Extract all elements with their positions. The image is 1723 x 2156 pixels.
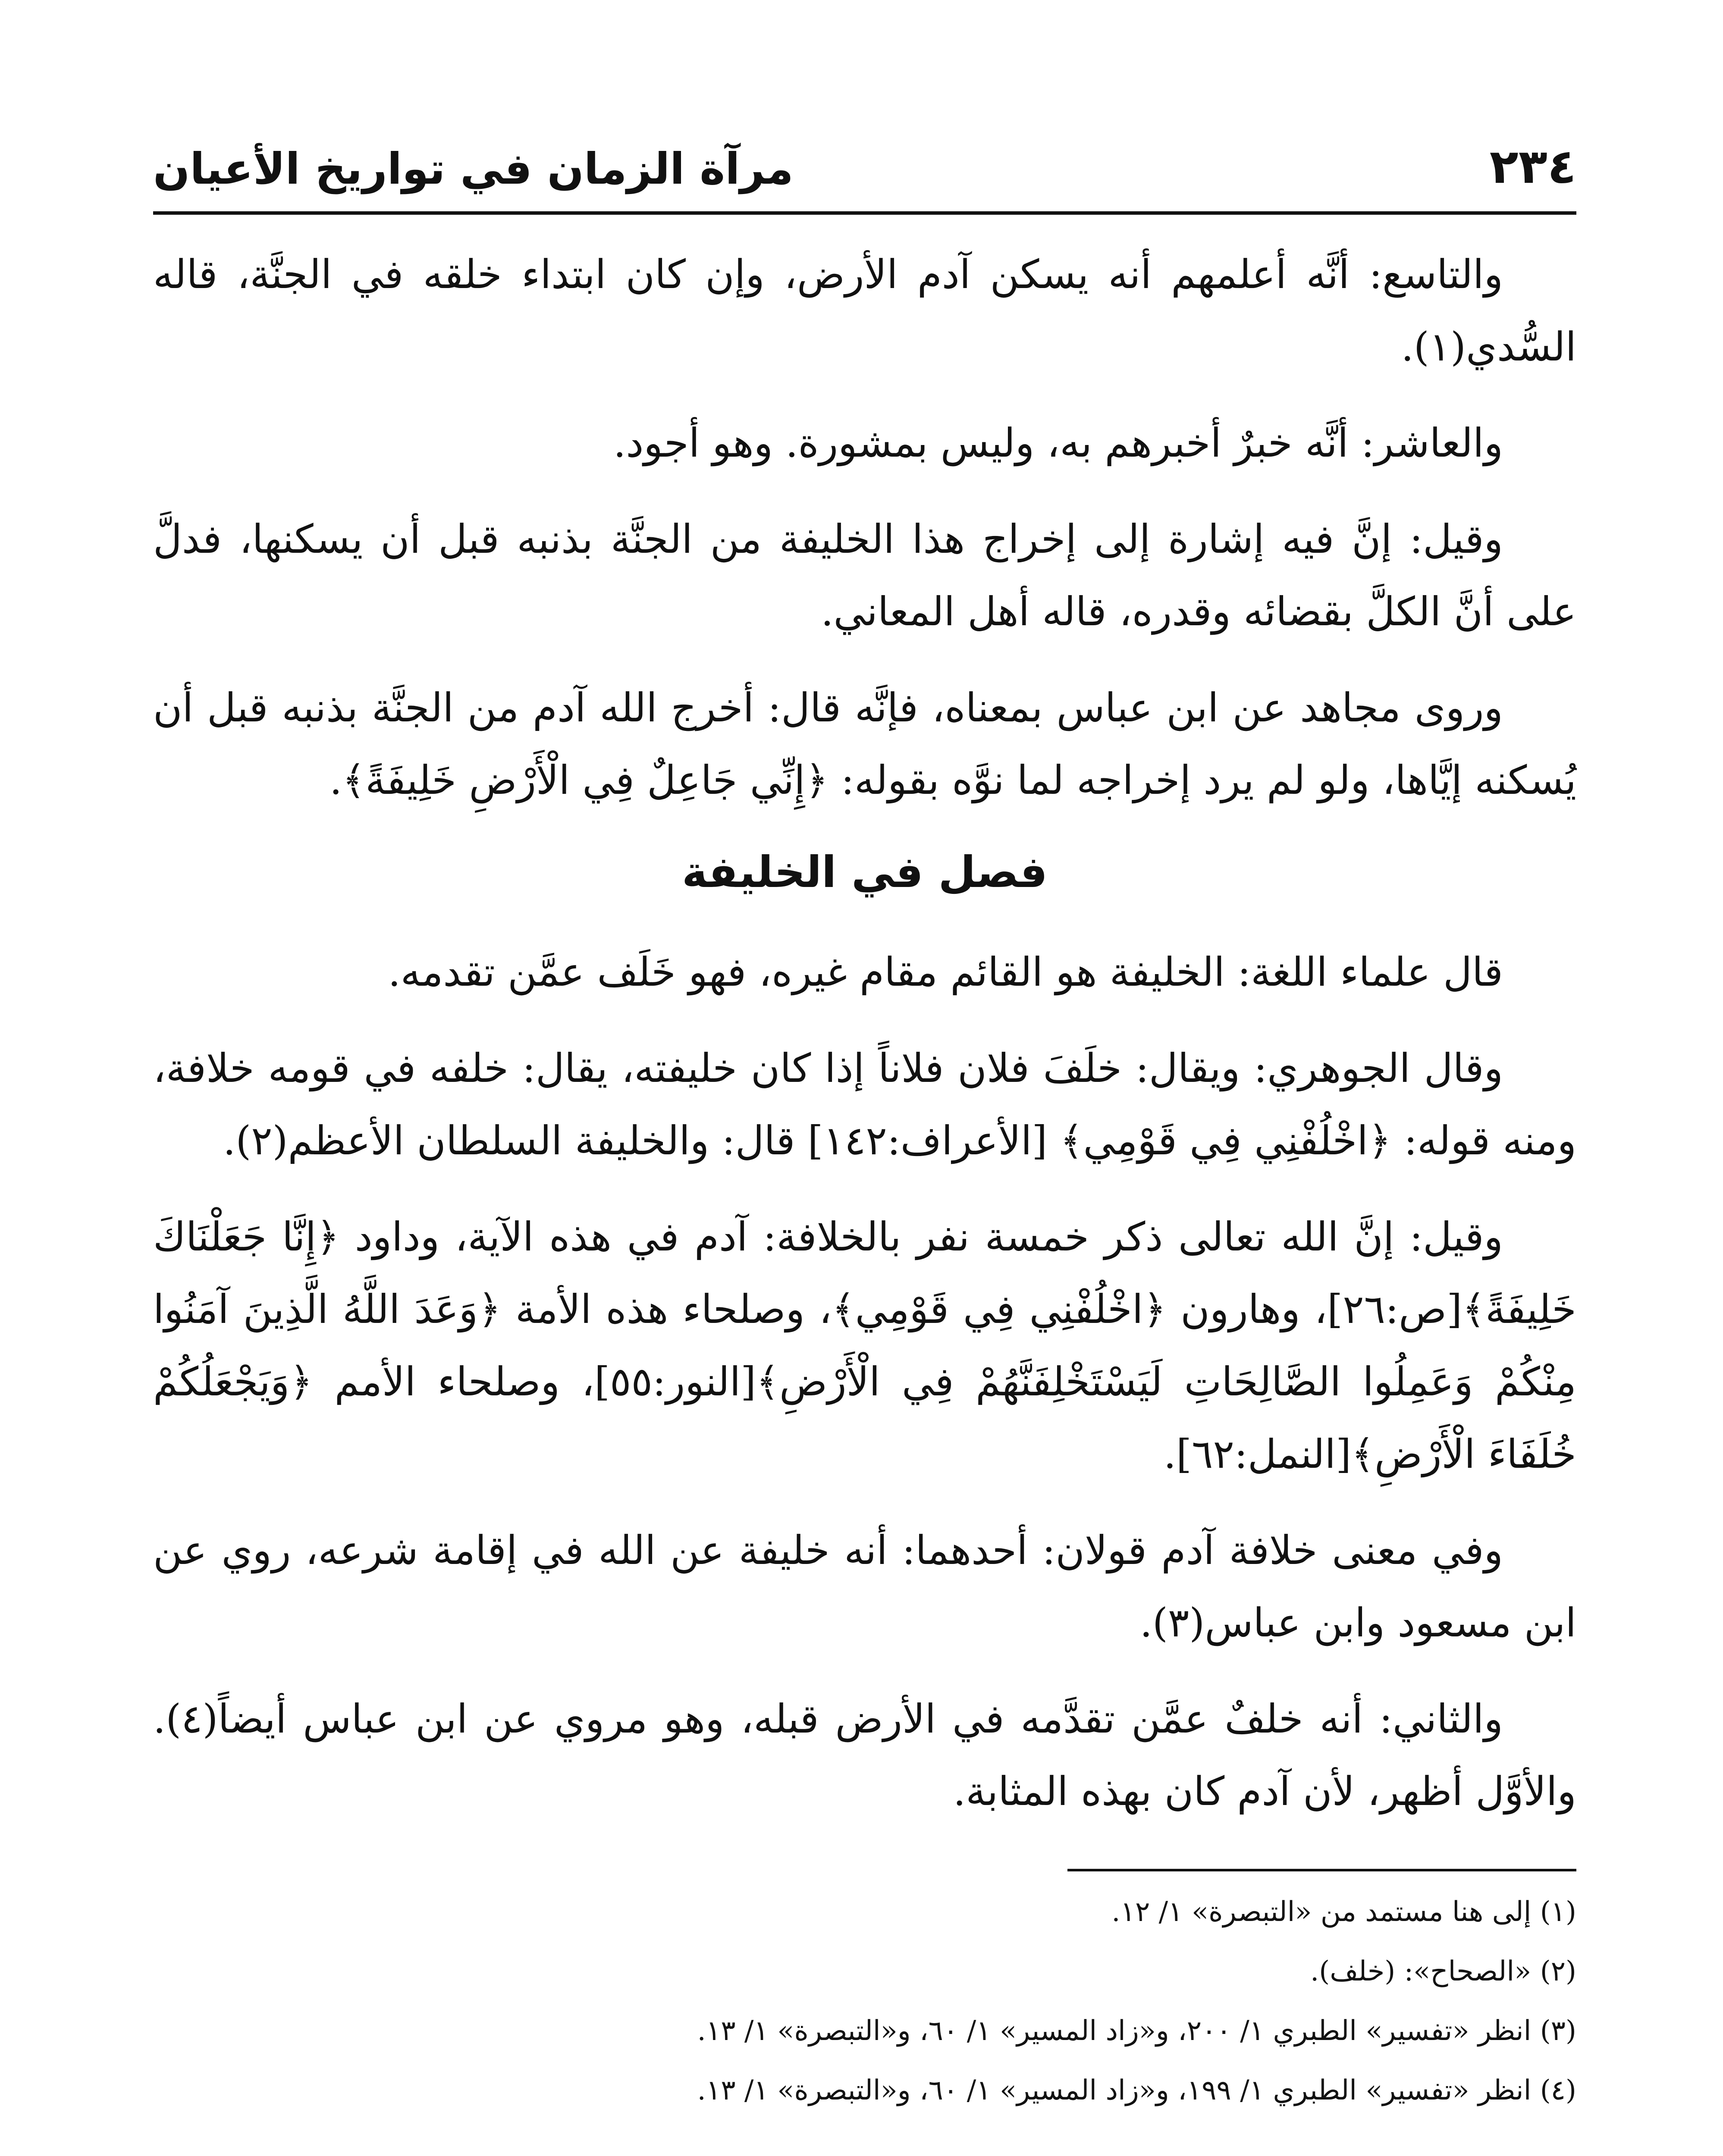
paragraph: والثاني: أنه خلفٌ عمَّن تقدَّمه في الأرض قبله، وهو مروي عن ابن عباس أيضاً(٤). والأوَّل أظهر، لأن آدم كان بهذه المثابة.	[153, 1696, 1576, 1814]
footnote: (٤) انظر «تفسير» الطبري ١/ ١٩٩، و«زاد المسير» ١/ ٦٠، و«التبصرة» ١/ ١٣.	[697, 2075, 1576, 2106]
paragraph: وفي معنى خلافة آدم قولان: أحدهما: أنه خليفة عن الله في إقامة شرعه، روي عن ابن مسعود وابن عباس(٣).	[153, 1527, 1576, 1646]
paragraph: وقيل: إنَّ فيه إشارة إلى إخراج هذا الخليفة من الجنَّة بذنبه قبل أن يسكنها، فدلَّ على أنَّ الكلَّ بقضائه وقدره، قاله أهل المعاني.	[153, 516, 1576, 635]
page-header	[153, 129, 1576, 215]
main-text	[153, 238, 1576, 1828]
paragraph: قال علماء اللغة: الخليفة هو القائم مقام غيره، فهو خَلَف عمَّن تقدمه.	[388, 949, 1503, 995]
footnote: (٣) انظر «تفسير» الطبري ١/ ٢٠٠، و«زاد المسير» ١/ ٦٠، و«التبصرة» ١/ ١٣.	[697, 2015, 1576, 2047]
footnotes	[153, 1887, 1576, 2116]
running-title: مرآة الزمان في تواريخ الأعيان	[153, 144, 794, 194]
page-number: ٢٣٤	[1489, 139, 1576, 194]
paragraph: وقيل: إنَّ الله تعالى ذكر خمسة نفر بالخلافة: آدم في هذه الآية، وداود ﴿إِنَّا جَعَلْنَاكَ خَلِيفَةً﴾[ص:٢٦]، وهارون ﴿اخْلُفْنِي فِي قَوْمِي﴾، وصلحاء هذه الأمة ﴿وَعَدَ اللَّهُ الَّذِينَ آمَنُوا مِنْكُمْ وَعَمِلُوا الصَّالِحَاتِ لَيَسْتَخْلِفَنَّهُمْ فِي الْأَرْضِ﴾[النور:٥٥]، وصلحاء الأمم ﴿وَيَجْعَلُكُمْ خُلَفَاءَ الْأَرْضِ﴾[النمل:٦٢].	[153, 1214, 1576, 1477]
footnote: (١) إلى هنا مستمد من «التبصرة» ١/ ١٢.	[1111, 1896, 1576, 1928]
paragraph: وروى مجاهد عن ابن عباس بمعناه، فإنَّه قال: أخرج الله آدم من الجنَّة بذنبه قبل أن يُسكنه إيَّاها، ولو لم يرد إخراجه لما نوَّه بقوله: ﴿إِنِّي جَاعِلٌ فِي الْأَرْضِ خَلِيفَةً﴾.	[153, 685, 1576, 803]
footnote-divider	[1067, 1869, 1576, 1871]
footnote: (٢) «الصحاح»: (خلف).	[1310, 1955, 1576, 1987]
paragraph: وقال الجوهري: ويقال: خلَفَ فلان فلاناً إذا كان خليفته، يقال: خلفه في قومه خلافة، ومنه قوله: ﴿اخْلُفْنِي فِي قَوْمِي﴾ [الأعراف:١٤٢] قال: والخليفة السلطان الأعظم(٢).	[153, 1045, 1576, 1164]
paragraph: والعاشر: أنَّه خبرٌ أخبرهم به، وليس بمشورة. وهو أجود.	[613, 420, 1503, 466]
section-heading: فصل في الخليفة	[682, 847, 1048, 897]
paragraph: والتاسع: أنَّه أعلمهم أنه يسكن آدم الأرض، وإن كان ابتداء خلقه في الجنَّة، قاله السُّدي(١).	[153, 251, 1576, 370]
book-page	[153, 129, 1576, 2156]
